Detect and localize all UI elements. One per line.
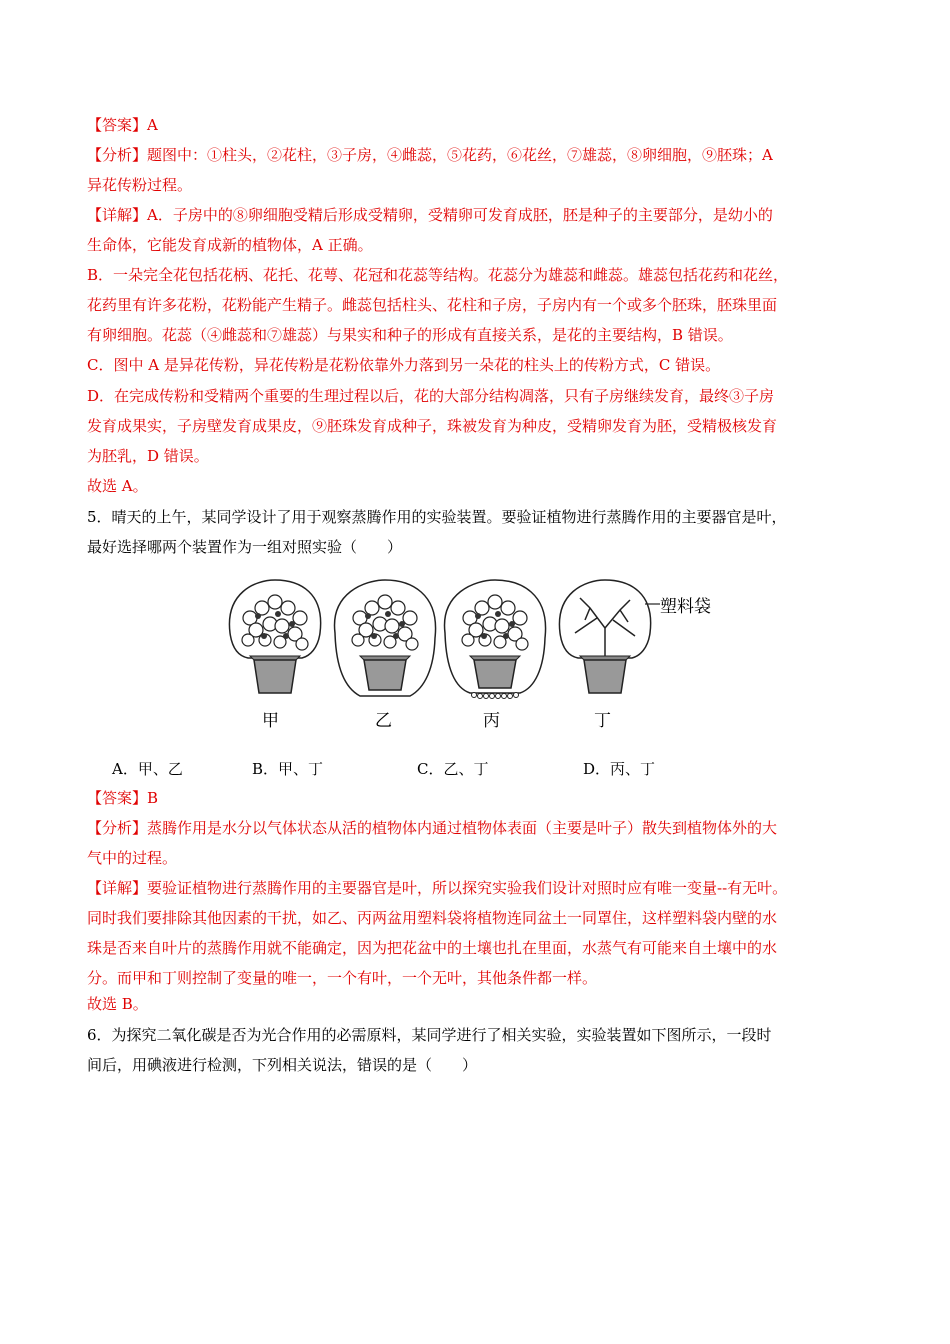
analysis-tag: 【分析】 (87, 819, 148, 837)
q4-detail-line-d1: D．在完成传粉和受精两个重要的生理过程以后，花的大部分结构凋落，只有子房继续发育，最终③子房 (87, 387, 775, 405)
q5-detail-line-2: 同时我们要排除其他因素的干扰，如乙、丙两盆用塑料袋将植物连同盆土一同罩住，这样塑料袋内壁的水 (87, 909, 778, 927)
q5-detail-line-4: 分。而甲和丁则控制了变量的唯一，一个有叶，一个无叶，其他条件都一样。 (87, 969, 598, 987)
q4-analysis-line-1 (87, 144, 773, 166)
option-a[interactable]: A．甲、乙 (112, 760, 183, 778)
plastic-bag-label: 塑料袋 (660, 597, 711, 617)
q6-stem-line-1: 6．为探究二氧化碳是否为光合作用的必需原料，某同学进行了相关实验，实验装置如下图所示，一段时 (87, 1026, 772, 1044)
label-ding: 丁 (594, 711, 611, 731)
q5-conclusion: 故选 B。 (87, 995, 148, 1013)
label-bing: 丙 (483, 711, 500, 731)
q4-conclusion: 故选 A。 (87, 477, 148, 495)
q4-detail-line-b3: 有卵细胞。花蕊（④雌蕊和⑦雄蕊）与果实和种子的形成有直接关系，是花的主要结构，B 错误。 (87, 326, 733, 344)
setup-jia (229, 580, 320, 693)
q5-detail-line-3: 珠是否来自叶片的蒸腾作用就不能确定，因为把花盆中的土壤也扎在里面，水蒸气有可能来自土壤中的水 (87, 939, 778, 957)
option-c[interactable]: C．乙、丁 (417, 760, 489, 778)
answer-tag: 【答案】 (87, 116, 148, 134)
detail-text: A．子房中的⑧卵细胞受精后形成受精卵，受精卵可发育成胚，胚是种子的主要部分，是幼小的 (147, 206, 773, 224)
option-b[interactable]: B．甲、丁 (252, 760, 324, 778)
q4-analysis-line-2: 异花传粉过程。 (87, 176, 193, 194)
option-d[interactable]: D．丙、丁 (583, 760, 656, 778)
q5-analysis-line-1 (87, 817, 777, 839)
label-yi: 乙 (375, 711, 392, 731)
analysis-text: 题图中：①柱头，②花柱，③子房，④雌蕊，⑤花药，⑥花丝，⑦雄蕊，⑧卵细胞，⑨胚珠；A (147, 146, 773, 164)
q5-stem-line-2: 最好选择哪两个装置作为一组对照实验（ ） (87, 538, 403, 556)
setup-ding (559, 580, 660, 693)
setup-yi (335, 580, 436, 696)
answer-value: A (147, 116, 158, 134)
detail-tag: 【详解】 (87, 206, 148, 224)
label-jia: 甲 (262, 711, 279, 731)
q4-detail-line-c1: C．图中 A 是异花传粉，异花传粉是花粉依靠外力落到另一朵花的柱头上的传粉方式，C 错误。 (87, 356, 721, 374)
q4-detail-line-d3: 为胚乳，D 错误。 (87, 447, 209, 465)
q6-stem-line-2: 间后，用碘液进行检测，下列相关说法，错误的是（ ） (87, 1056, 478, 1074)
q4-detail-line-a2: 生命体，它能发育成新的植物体，A 正确。 (87, 236, 373, 254)
q5-analysis-line-2: 气中的过程。 (87, 849, 178, 867)
transpiration-experiment-figure (210, 578, 730, 728)
answer-value: B (147, 789, 159, 807)
q4-detail-line-b2: 花药里有许多花粉，花粉能产生精子。雌蕊包括柱头、花柱和子房，子房内有一个或多个胚珠，胚珠里面 (87, 296, 778, 314)
q5-detail-line-1 (87, 877, 787, 899)
q5-stem-line-1: 5．晴天的上午，某同学设计了用于观察蒸腾作用的实验装置。要验证植物进行蒸腾作用的主要器官是叶， (87, 508, 787, 526)
answer-tag: 【答案】 (87, 789, 148, 807)
setup-bing (445, 580, 546, 699)
detail-text: 要验证植物进行蒸腾作用的主要器官是叶，所以探究实验我们设计对照时应有唯一变量--有无叶。 (147, 879, 788, 897)
q4-answer-line (87, 114, 158, 136)
q4-detail-line-b1: B．一朵完全花包括花柄、花托、花萼、花冠和花蕊等结构。花蕊分为雄蕊和雌蕊。雄蕊包括花药和花丝， (87, 266, 789, 284)
detail-tag: 【详解】 (87, 879, 148, 897)
analysis-text: 蒸腾作用是水分以气体状态从活的植物体内通过植物体表面（主要是叶子）散失到植物体外的大 (147, 819, 778, 837)
q4-detail-line-d2: 发育成果实，子房壁发育成果皮，⑨胚珠发育成种子，珠被发育为种皮，受精卵发育为胚，受精极核发育 (87, 417, 778, 435)
analysis-tag: 【分析】 (87, 146, 148, 164)
q4-detail-line-a1 (87, 204, 773, 226)
q5-answer-line (87, 787, 158, 809)
